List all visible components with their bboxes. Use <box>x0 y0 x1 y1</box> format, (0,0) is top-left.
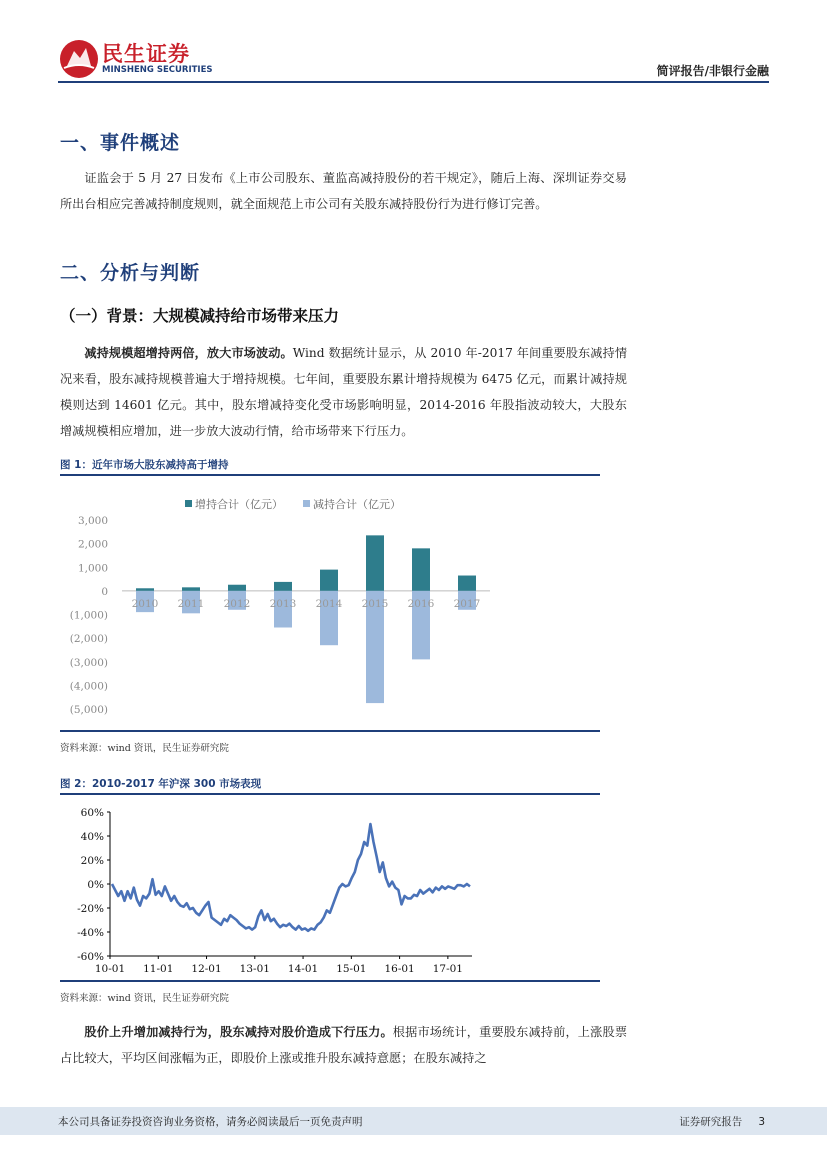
y-tick-label: (2,000) <box>69 633 108 646</box>
bar-increase-2014 <box>320 570 338 591</box>
figure-2-title: 图 2：2010-2017 年沪深 300 市场表现 <box>60 778 262 790</box>
y-tick-label: 3,000 <box>77 515 108 527</box>
y-tick-label: 0% <box>87 879 104 891</box>
y-tick-label: (4,000) <box>69 680 108 693</box>
section-1-paragraph: 证监会于 5 月 27 日发布《上市公司股东、董监高减持股份的若干规定》，随后上海、深圳证券交易所出台相应完善减持制度规则，就全面规范上市公司有关股东减持股份行为进行修订完善。 <box>60 171 627 211</box>
y-tick-label: 40% <box>80 831 104 843</box>
x-tick-label: 2013 <box>269 597 297 610</box>
x-tick-label: 14-01 <box>287 963 319 975</box>
bar-increase-2010 <box>136 588 154 591</box>
figure-2-bottom-rule <box>60 980 600 982</box>
bar-increase-2017 <box>458 576 476 591</box>
section-2-title: 二、分析与判断 <box>60 262 201 284</box>
paragraph-1-lead: 减持规模超增持两倍，放大市场波动。 <box>84 346 293 360</box>
figure-1-source: 资料来源：wind 资讯，民生证券研究院 <box>60 743 229 754</box>
y-tick-label: -40% <box>77 927 104 939</box>
hs300-performance-line <box>112 824 470 931</box>
figure-2-top-rule <box>60 793 600 795</box>
bar-increase-2013 <box>274 582 292 591</box>
y-tick-label: (5,000) <box>69 704 108 716</box>
page-footer <box>0 1107 827 1135</box>
logo-emblem-icon <box>58 38 100 80</box>
x-tick-label: 2011 <box>177 597 205 610</box>
figure-1-title: 图 1：近年市场大股东减持高于增持 <box>60 459 229 471</box>
y-tick-label: (1,000) <box>69 609 108 622</box>
footer-report-type: 证券研究报告 <box>679 1116 743 1128</box>
header-divider <box>58 81 769 83</box>
bar-increase-2011 <box>182 587 200 591</box>
footer-disclaimer: 本公司具备证券投资咨询业务资格，请务必阅读最后一页免责声明 <box>58 1116 363 1128</box>
y-tick-label: 60% <box>80 807 104 819</box>
y-tick-label: 2,000 <box>77 538 108 551</box>
legend-label-1: 增持合计（亿元） <box>195 498 283 511</box>
x-tick-label: 16-01 <box>384 963 415 975</box>
bar-increase-2015 <box>366 535 384 591</box>
x-tick-label: 11-01 <box>143 963 174 975</box>
bar-increase-2012 <box>228 585 246 591</box>
paragraph-2-lead: 股价上升增加减持行为，股东减持对股价造成下行压力。 <box>84 1025 393 1039</box>
x-tick-label: 12-01 <box>191 963 222 975</box>
bar-increase-2016 <box>412 548 430 591</box>
legend-swatch-2 <box>303 500 310 507</box>
y-tick-label: -60% <box>77 951 104 963</box>
legend-swatch-1 <box>185 500 192 507</box>
x-tick-label: 13-01 <box>239 963 270 975</box>
x-tick-label: 2015 <box>361 597 389 610</box>
figure-1-bottom-rule <box>60 730 600 732</box>
x-tick-label: 17-01 <box>432 963 464 975</box>
company-logo <box>58 38 218 80</box>
figure-1-top-rule <box>60 474 600 476</box>
x-tick-label: 2017 <box>453 597 481 610</box>
y-tick-label: 1,000 <box>77 562 108 575</box>
figure-2-line-chart <box>60 798 600 978</box>
logo-text-en: MINSHENG SECURITIES <box>102 65 213 75</box>
y-tick-label: 0 <box>101 585 108 598</box>
section-1-title: 一、事件概述 <box>60 132 181 154</box>
footer-right <box>679 1114 765 1129</box>
section-2-paragraph-2 <box>60 1019 627 1071</box>
figure-1-bar-chart <box>60 480 600 728</box>
y-tick-label: -20% <box>77 903 104 915</box>
section-2-subtitle: （一）背景：大规模减持给市场带来压力 <box>60 307 340 325</box>
x-tick-label: 10-01 <box>94 963 126 975</box>
figure-2-source: 资料来源：wind 资讯，民生证券研究院 <box>60 993 229 1004</box>
x-tick-label: 2010 <box>131 597 159 610</box>
y-tick-label: (3,000) <box>69 656 108 669</box>
section-2-paragraph-1 <box>60 340 627 444</box>
y-tick-label: 20% <box>80 855 104 867</box>
legend-label-2: 减持合计（亿元） <box>313 498 401 511</box>
page-number: 3 <box>758 1116 765 1128</box>
x-tick-label: 2016 <box>407 597 435 610</box>
x-tick-label: 15-01 <box>336 963 367 975</box>
logo-text-cn: 民生证券 <box>102 42 190 66</box>
x-tick-label: 2012 <box>223 597 251 610</box>
paragraph-1-body: Wind 数据统计显示，从 2010 年-2017 年间重要股东减持情况来看，股东减持规模普遍大于增持规模。七年间，重要股东累计增持规模为 6475 亿元，而累计减持规模则达到 14601 亿元。其中，股东增减持变化受市场影响明显，2014-2016 年股指波动较大，大股东增减规模相应增加，进一步放大波动行情，给市场带来下行压力。 <box>60 346 628 438</box>
paragraph-2-body: 根据市场统计，重要股东减持前，上涨股票占比较大，平均区间涨幅为正，即股价上涨或推升股东减持意愿；在股东减持之 <box>60 1025 628 1065</box>
x-tick-label: 2014 <box>315 597 343 610</box>
report-category: 简评报告/非银行金融 <box>656 64 769 78</box>
